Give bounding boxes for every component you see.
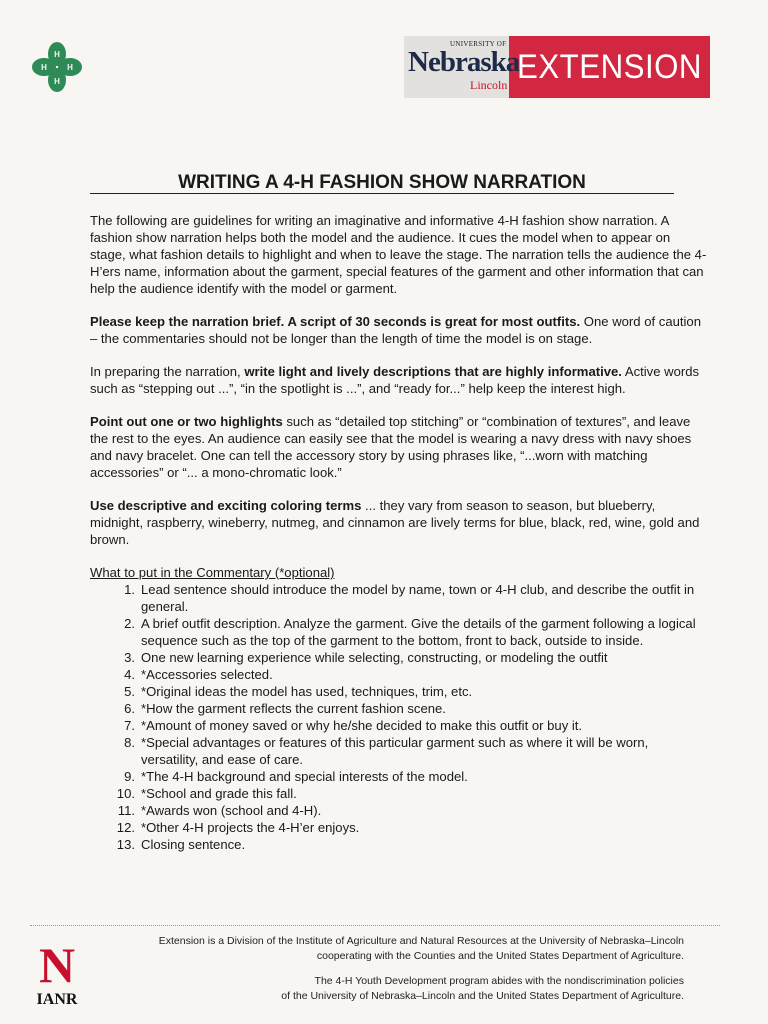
list-item bbox=[90, 802, 708, 819]
svg-text:H: H bbox=[54, 77, 60, 86]
list-item-number: 5. bbox=[124, 684, 135, 699]
list-item-number: 8. bbox=[124, 735, 135, 750]
list-item bbox=[90, 717, 708, 734]
list-item bbox=[90, 768, 708, 785]
list-item-number: 6. bbox=[124, 701, 135, 716]
document-body bbox=[90, 212, 708, 853]
logo-extension: EXTENSION bbox=[517, 47, 702, 86]
svg-text:N: N bbox=[38, 938, 76, 993]
list-item-text: *Awards won (school and 4-H). bbox=[141, 803, 322, 818]
logo-nebraska: Nebraska bbox=[408, 46, 520, 78]
list-item-text: *Original ideas the model has used, techniques, trim, etc. bbox=[141, 684, 473, 699]
list-item-number: 9. bbox=[124, 769, 135, 784]
ianr-n-logo bbox=[28, 938, 86, 1008]
footer-nondiscrimination: The 4-H Youth Development program abides with the nondiscrimination policies of the University of Nebraska–Lincoln and the United States Department of Agriculture. bbox=[281, 975, 684, 1002]
4-h-clover-icon bbox=[30, 40, 84, 94]
list-item bbox=[90, 683, 708, 700]
list-item-number: 11. bbox=[117, 803, 135, 818]
commentary-list bbox=[90, 581, 708, 853]
list-item bbox=[90, 649, 708, 666]
list-item-text: A brief outfit description. Analyze the garment. Give the details of the garment following a logical sequence such as the top of the garment to the bottom, front to back, outside to inside. bbox=[141, 616, 696, 648]
paragraph-brief: Please keep the narration brief. A script of 30 seconds is great for most outfits. One word of caution – the commentaries should not be longer than the length of time the model is on stage. bbox=[90, 314, 701, 346]
svg-text:H: H bbox=[41, 63, 47, 72]
list-item-number: 13. bbox=[116, 837, 135, 852]
list-item-text: *The 4-H background and special interests of the model. bbox=[141, 769, 468, 784]
list-item bbox=[90, 734, 708, 768]
footer-divider bbox=[30, 925, 720, 926]
footer-extension-note: Extension is a Division of the Institute of Agriculture and Natural Resources at the University of Nebraska–Lincoln cooperating with the Counties and the United States Department of Agriculture. bbox=[158, 935, 684, 962]
list-item-text: *Special advantages or features of this particular garment such as where it will be worn, versatility, and ease of care. bbox=[141, 735, 649, 767]
list-item-text: *How the garment reflects the current fashion scene. bbox=[141, 701, 446, 716]
logo-lincoln: Lincoln bbox=[470, 78, 508, 92]
list-item-number: 3. bbox=[124, 650, 135, 665]
list-item-number: 12. bbox=[116, 820, 135, 835]
list-item bbox=[90, 666, 708, 683]
paragraph-highlights: Point out one or two highlights such as “detailed top stitching” or “combination of textures”, and leave the rest to the eyes. An audience can easily see that the model is wearing a navy dress with navy shoes and navy bracelet. One can tell the accessory story by using phrases like, “...worn with matching accessories” or “... a mono-chromatic look.” bbox=[90, 414, 692, 480]
title-underline bbox=[90, 193, 674, 194]
nebraska-extension-logo bbox=[404, 36, 710, 98]
list-item-text: *Other 4-H projects the 4-H’er enjoys. bbox=[141, 820, 360, 835]
list-item bbox=[90, 700, 708, 717]
nebraska-wordmark bbox=[404, 36, 520, 98]
list-item-number: 1. bbox=[124, 582, 135, 597]
list-item-number: 4. bbox=[124, 667, 135, 682]
paragraph-intro: The following are guidelines for writing an imaginative and informative 4-H fashion show narration. A fashion show narration helps both the model and the audience. It cues the model when to appear on stage, what fashion details to highlight and when to leave the stage. The narration tells the audience the 4-H’ers name, information about the garment, special features of the garment and other information that can help the audience identify with the model or garment. bbox=[90, 213, 707, 296]
list-item bbox=[90, 581, 708, 615]
paragraph-lively: In preparing the narration, write light and lively descriptions that are highly informative. Active words such as “stepping out ...”, “in the spotlight is ...”, and “ready for...” help keep the interest high. bbox=[90, 364, 700, 396]
extension-banner bbox=[509, 36, 710, 98]
list-item bbox=[90, 615, 708, 649]
list-item-text: *School and grade this fall. bbox=[141, 786, 297, 801]
paragraph-colors: Use descriptive and exciting coloring terms ... they vary from season to season, but blueberry, midnight, raspberry, wineberry, nutmeg, and cinnamon are lively terms for blue, black, red, wine, gold and brown. bbox=[90, 498, 700, 547]
list-item bbox=[90, 819, 708, 836]
list-item bbox=[90, 785, 708, 802]
footer-text bbox=[100, 934, 684, 1014]
list-item-text: *Amount of money saved or why he/she decided to make this outfit or buy it. bbox=[141, 718, 583, 733]
list-item-number: 10. bbox=[116, 786, 135, 801]
svg-text:H: H bbox=[67, 63, 73, 72]
svg-text:IANR: IANR bbox=[36, 991, 78, 1008]
list-item-number: 2. bbox=[124, 616, 135, 631]
list-item bbox=[90, 836, 708, 853]
list-item-text: One new learning experience while selecting, constructing, or modeling the outfit bbox=[141, 650, 608, 665]
logo-university: UNIVERSITY OF bbox=[450, 40, 507, 48]
page-title: WRITING A 4-H FASHION SHOW NARRATION bbox=[178, 172, 586, 193]
list-item-text: Closing sentence. bbox=[141, 837, 246, 852]
list-item-text: *Accessories selected. bbox=[141, 667, 273, 682]
list-item-number: 7. bbox=[124, 718, 135, 733]
svg-text:H: H bbox=[54, 50, 60, 59]
commentary-heading: What to put in the Commentary (*optional) bbox=[90, 565, 335, 580]
list-item-text: Lead sentence should introduce the model by name, town or 4-H club, and describe the outfit in general. bbox=[141, 582, 695, 614]
